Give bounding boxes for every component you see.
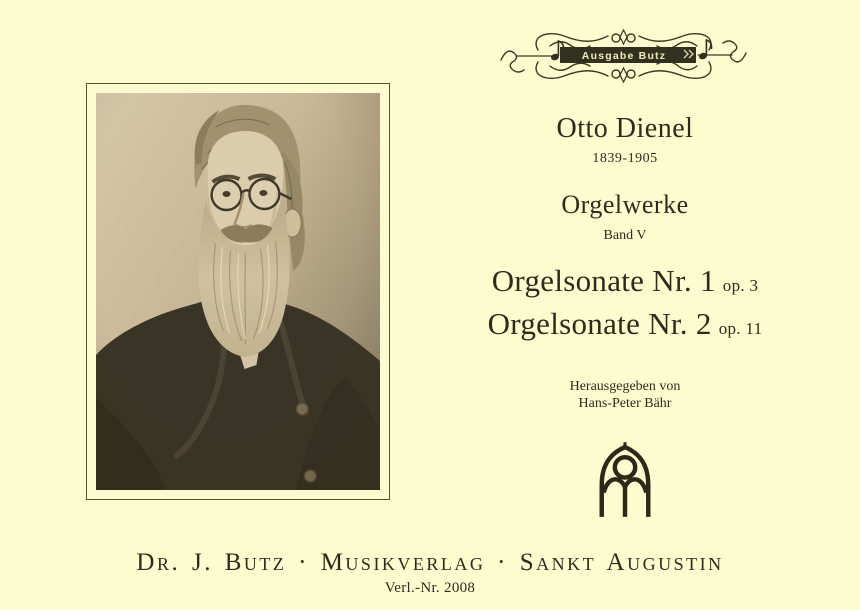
emblem-label: Ausgabe Butz [581, 50, 667, 62]
publisher-logo [390, 442, 860, 523]
sonata-title-2 [390, 305, 860, 348]
composer-name: Otto Dienel [556, 113, 694, 144]
volume-label: Band V [603, 228, 647, 243]
butz-organ-arch-icon [594, 442, 656, 518]
publisher-imprint: Dr. J. Butz · Musikverlag · Sankt Augustin [136, 549, 724, 576]
editor-credit [390, 378, 860, 412]
sonata-title-1 [390, 262, 860, 305]
editor-credit-line2: Hans-Peter Bähr [578, 396, 672, 411]
sonata-2-name: Orgelsonate Nr. 2 [487, 306, 712, 341]
work-title: Orgelwerke [561, 190, 689, 219]
composer-portrait-photo [86, 83, 390, 500]
editor-credit-line1: Herausgegeben von [569, 379, 681, 394]
composer-life-dates: 1839-1905 [592, 151, 658, 166]
publisher-catalog-number: Verl.-Nr. 2008 [384, 580, 476, 596]
sonata-1-name: Orgelsonate Nr. 1 [491, 263, 716, 298]
sonata-2-opus: op. 11 [718, 319, 763, 338]
title-column [390, 0, 860, 610]
portrait-illustration [96, 93, 380, 490]
sonata-titles [390, 262, 860, 348]
sonata-1-opus: op. 3 [722, 276, 759, 295]
